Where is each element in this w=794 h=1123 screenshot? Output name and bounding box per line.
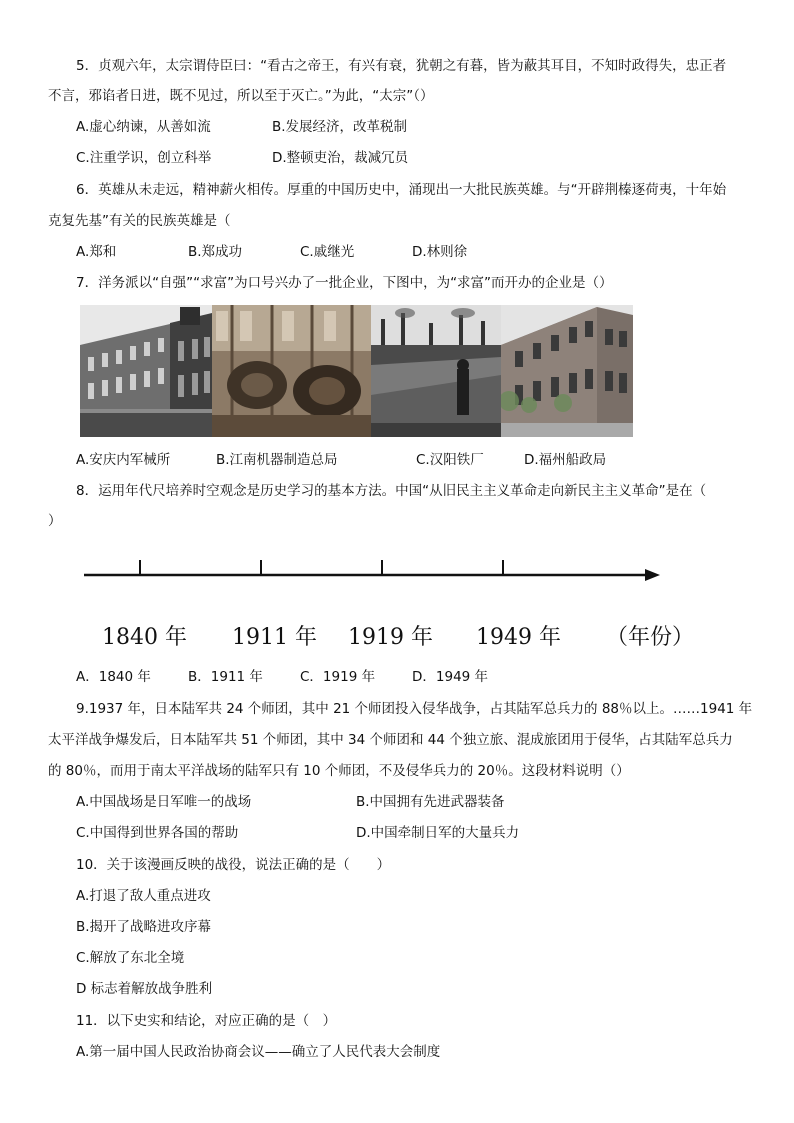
q7-option-c[interactable]: C.汉阳铁厂: [416, 452, 484, 468]
q5-option-c[interactable]: C.注重学识，创立科举: [76, 150, 212, 166]
q7-stem: 7．洋务派以“自强”“求富”为口号兴办了一批企业，下图中，为“求富”而开办的企业是（）: [76, 275, 613, 291]
q11-option-a[interactable]: A.第一届中国人民政治协商会议——确立了人民代表大会制度: [76, 1044, 441, 1060]
q8-option-a[interactable]: A．1840 年: [76, 669, 151, 685]
q8-stem-line1: 8．运用年代尺培养时空观念是历史学习的基本方法。中国“从旧民主主义革命走向新民主主义革命”是在（: [76, 483, 707, 499]
q8-option-d[interactable]: D．1949 年: [412, 669, 489, 685]
timeline-label-unit: （年份）: [606, 625, 695, 650]
q5-option-b[interactable]: B.发展经济，改革税制: [272, 119, 408, 135]
q7-option-b[interactable]: B.江南机器制造总局: [216, 452, 338, 468]
timeline-label-1949: 1949 年: [476, 625, 561, 650]
q7-option-d[interactable]: D.福州船政局: [524, 452, 607, 468]
q6-option-b[interactable]: B.郑成功: [188, 244, 243, 260]
q9-option-d[interactable]: D.中国牵制日军的大量兵力: [356, 825, 520, 841]
timeline-label-1919: 1919 年: [348, 625, 433, 650]
q9-stem-line3: 的 80％，而用于南太平洋战场的陆军只有 10 个师团，不及侵华兵力的 20％。这段材料说明（）: [48, 763, 630, 779]
q6-option-c[interactable]: C.戚继光: [300, 244, 355, 260]
q9-option-a[interactable]: A.中国战场是日军唯一的战场: [76, 794, 252, 810]
q5-option-d[interactable]: D.整顿吏治，裁减冗员: [272, 150, 409, 166]
q10-stem: 10．关于该漫画反映的战役，说法正确的是（ ）: [76, 857, 391, 873]
q9-option-b[interactable]: B.中国拥有先进武器装备: [356, 794, 505, 810]
q6-option-d[interactable]: D.林则徐: [412, 244, 468, 260]
q6-stem-line1: 6．英雄从未走远，精神薪火相传。厚重的中国历史中，涌现出一大批民族英雄。与“开辟荆榛逐荷夷，十年始: [76, 182, 727, 198]
q5-stem-line2: 不言，邪谄者日进，既不见过，所以至于灭亡。”为此，“太宗”（）: [48, 88, 434, 104]
q8-stem-line2: ）: [48, 513, 62, 529]
q8-option-c[interactable]: C．1919 年: [300, 669, 376, 685]
q10-option-c[interactable]: C.解放了东北全境: [76, 950, 185, 966]
photo-building-1: [80, 305, 212, 437]
q10-option-b[interactable]: B.揭开了战略进攻序幕: [76, 919, 212, 935]
q6-stem-line2: 克复先基”有关的民族英雄是（: [48, 213, 231, 229]
timeline-label-1840: 1840 年: [102, 625, 187, 650]
q9-stem-line1: 9.1937 年，日本陆军共 24 个师团，其中 21 个师团投入侵华战争，占其陆军总兵力的 88％以上。……1941 年: [76, 701, 753, 717]
q6-option-a[interactable]: A.郑和: [76, 244, 117, 260]
photo-factory-interior: [212, 305, 371, 437]
q10-option-d[interactable]: D 标志着解放战争胜利: [76, 981, 213, 997]
q8-option-b[interactable]: B．1911 年: [188, 669, 263, 685]
q11-stem: 11．以下史实和结论，对应正确的是（ ）: [76, 1013, 337, 1029]
q7-option-a[interactable]: A.安庆内军械所: [76, 452, 171, 468]
timeline-label-1911: 1911 年: [232, 625, 317, 650]
q9-option-c[interactable]: C.中国得到世界各国的帮助: [76, 825, 239, 841]
photo-ironworks: [371, 305, 501, 437]
q10-option-a[interactable]: A.打退了敌人重点进攻: [76, 888, 211, 904]
q5-option-a[interactable]: A.虚心纳谏，从善如流: [76, 119, 211, 135]
q9-stem-line2: 太平洋战争爆发后，日本陆军共 51 个师团，其中 34 个师团和 44 个独立旅、混成旅团用于侵华，占其陆军总兵力: [48, 732, 733, 748]
photo-brick-building: [501, 305, 633, 437]
q5-stem-line1: 5．贞观六年，太宗谓侍臣曰：“看古之帝王，有兴有衰，犹朝之有暮，皆为蔽其耳目，不知时政得失，忠正者: [76, 58, 727, 74]
